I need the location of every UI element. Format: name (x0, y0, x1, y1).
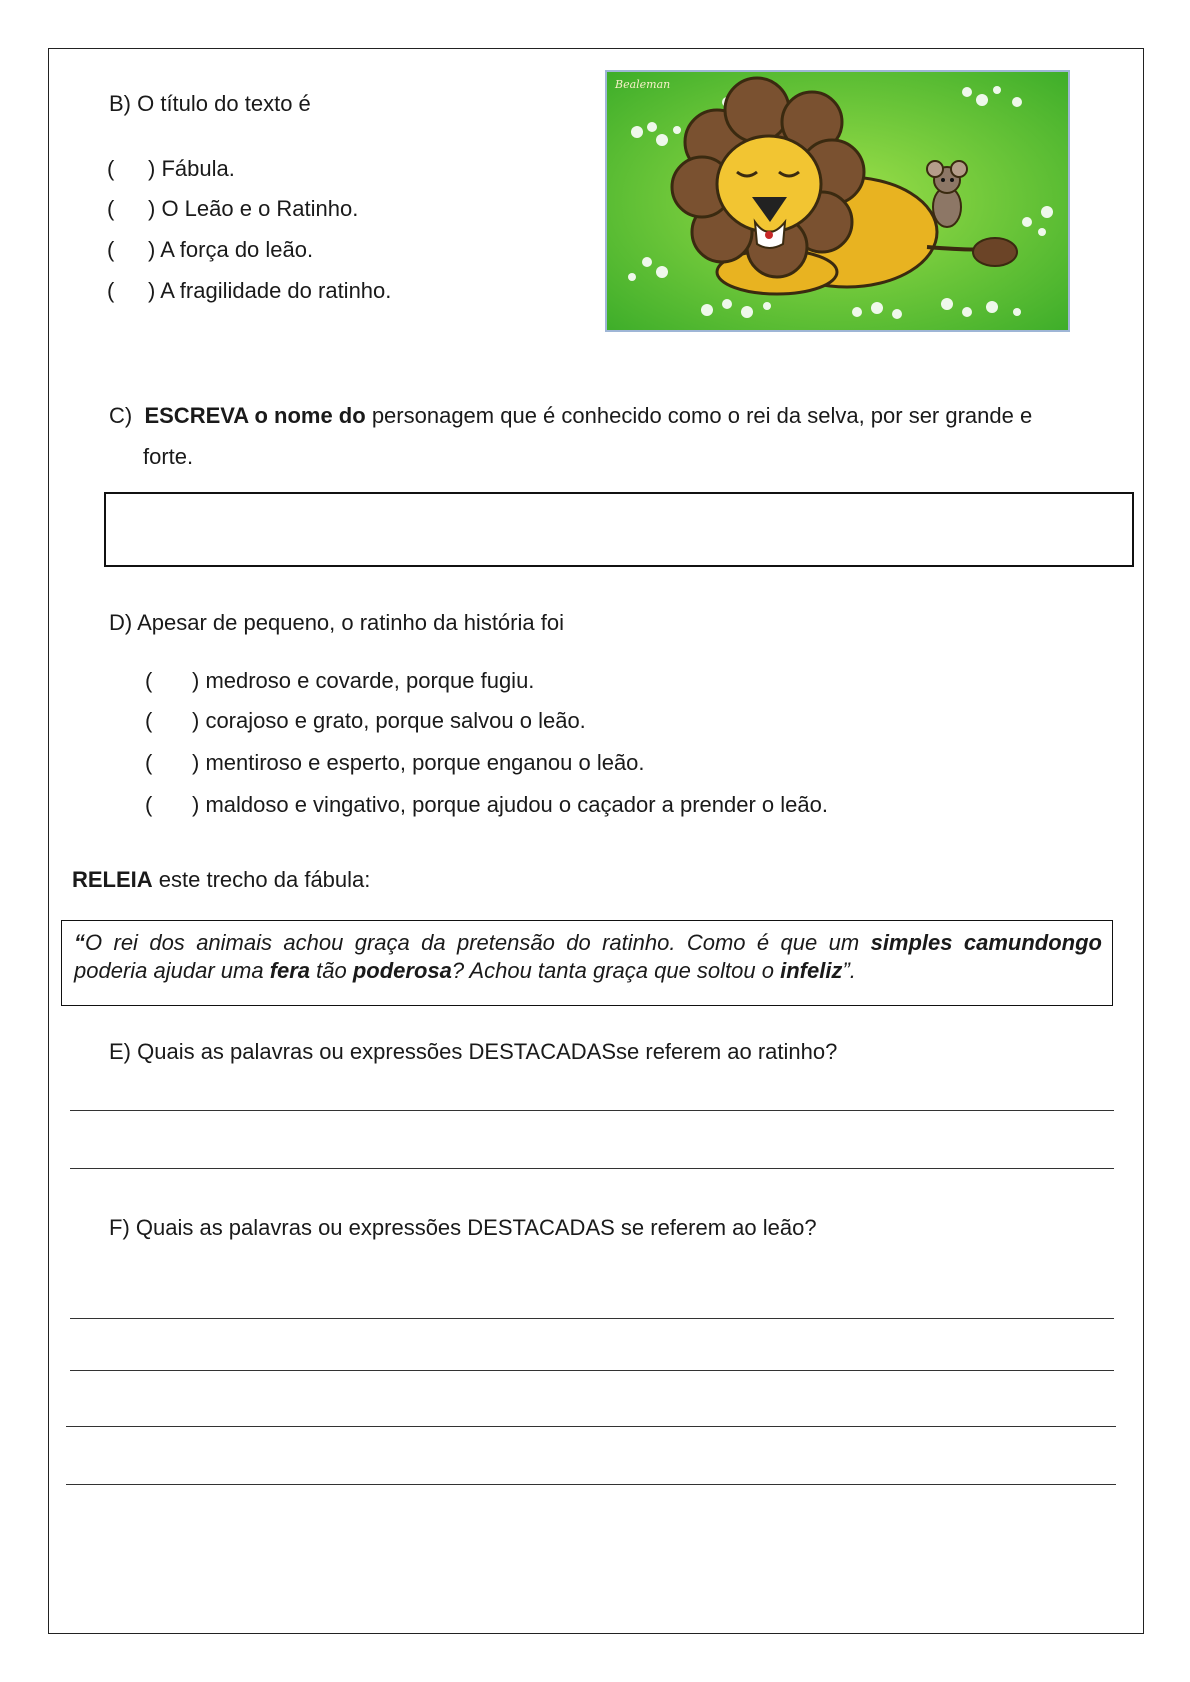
quote-bold-fera: fera (269, 958, 311, 983)
quote-box (61, 920, 1113, 1006)
releia-bold: RELEIA (72, 867, 153, 892)
quote-bold-camundongo: simples camundongo (870, 930, 1102, 955)
releia-rest: este trecho da fábula: (152, 867, 371, 892)
question-c-bold: ESCREVA o nome do (144, 403, 366, 428)
question-c-line1 (109, 402, 1032, 430)
checkbox-paren[interactable]: ( (145, 750, 153, 775)
answer-line-f-1[interactable] (70, 1318, 1114, 1319)
releia-instruction (72, 866, 370, 894)
lion-mouse-illustration (605, 70, 1070, 332)
checkbox-paren[interactable]: ( (145, 708, 153, 733)
quote-text-2: poderia ajudar uma (74, 958, 270, 983)
option-d-4: ) maldoso e vingativo, porque ajudou o caçador a prender o leão. (192, 792, 828, 817)
quote-text-3: tão (310, 958, 353, 983)
question-c-line2: forte. (143, 444, 194, 469)
quote-text-4: ? Achou tanta graça que soltou o (451, 958, 781, 983)
answer-line-f-4[interactable] (66, 1484, 1116, 1485)
answer-line-e-2[interactable] (70, 1168, 1114, 1169)
option-d-3: ) mentiroso e esperto, porque enganou o leão. (192, 750, 645, 775)
checkbox-paren[interactable]: ( (145, 668, 153, 693)
quote-text-5: ”. (842, 958, 856, 983)
checkbox-paren[interactable]: ( (107, 278, 115, 303)
quote-bold-poderosa: poderosa (352, 958, 452, 983)
question-b-prompt: B) O título do texto é (109, 91, 311, 116)
quote-text-1: O rei dos animais achou graça da pretensão do ratinho. Como é que um (85, 930, 871, 955)
checkbox-paren[interactable]: ( (145, 792, 153, 817)
checkbox-paren[interactable]: ( (107, 196, 115, 221)
option-b-3: ) A força do leão. (148, 237, 314, 262)
answer-line-e-1[interactable] (70, 1110, 1114, 1111)
option-b-1: ) Fábula. (148, 156, 235, 181)
option-d-1: ) medroso e covarde, porque fugiu. (192, 668, 535, 693)
quote-open-mark: “ (74, 930, 85, 955)
question-c-rest: personagem que é conhecido como o rei da selva, por ser grande e (365, 403, 1033, 428)
answer-box-c[interactable] (104, 492, 1134, 567)
lion-mouse-illustration-svg (607, 72, 1068, 330)
option-b-2: ) O Leão e o Ratinho. (148, 196, 359, 221)
question-e-prompt: E) Quais as palavras ou expressões DESTACADASse referem ao ratinho? (109, 1039, 838, 1064)
question-c-letter: C) (109, 403, 133, 428)
answer-line-f-2[interactable] (70, 1370, 1114, 1371)
question-d-prompt: D) Apesar de pequeno, o ratinho da história foi (109, 610, 564, 635)
option-d-2: ) corajoso e grato, porque salvou o leão. (192, 708, 586, 733)
question-f-prompt: F) Quais as palavras ou expressões DESTACADAS se referem ao leão? (109, 1215, 817, 1240)
checkbox-paren[interactable]: ( (107, 156, 115, 181)
checkbox-paren[interactable]: ( (107, 237, 115, 262)
option-b-4: ) A fragilidade do ratinho. (148, 278, 392, 303)
illustration-corner-label: Bealeman (615, 78, 671, 91)
answer-line-f-3[interactable] (66, 1426, 1116, 1427)
quote-bold-infeliz: infeliz (780, 958, 843, 983)
